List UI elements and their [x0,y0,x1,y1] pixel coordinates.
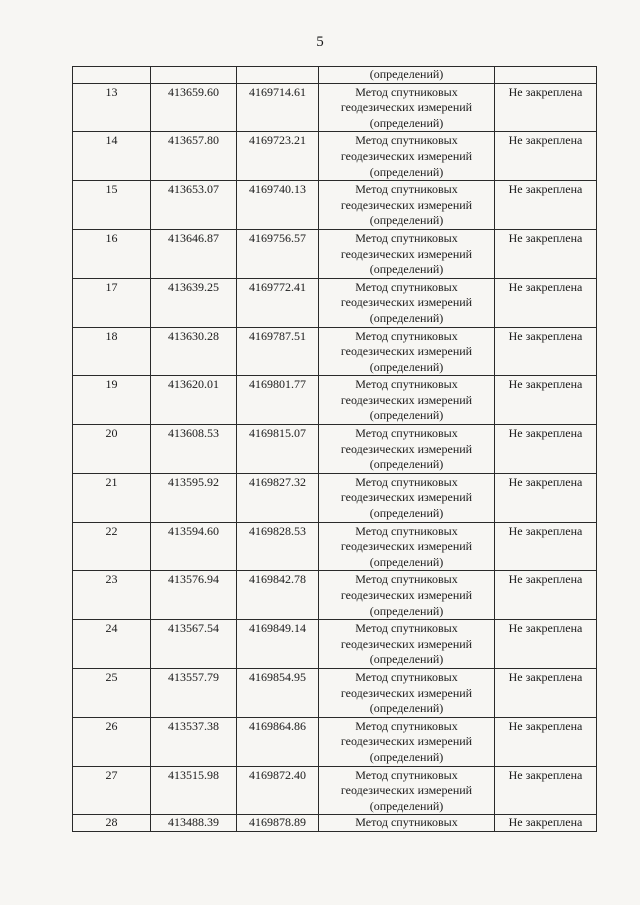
point-number: 13 [73,83,151,132]
point-number: 19 [73,376,151,425]
method-cell [319,327,495,376]
method-cell [319,181,495,230]
method-line: (определений) [369,359,444,374]
method-cell [319,668,495,717]
x-coordinate: 413576.94 [151,571,237,620]
method-line: геодезических измерений [340,441,473,456]
table-row [73,571,597,620]
method-line: геодезических измерений [340,539,473,554]
x-coordinate: 413630.28 [151,327,237,376]
method-line: Метод спутниковых [355,718,458,733]
method-cell [319,620,495,669]
x-coordinate: 413646.87 [151,229,237,278]
method-cell [319,473,495,522]
method-line: Метод спутниковых [355,767,458,782]
fixation-status: Не закреплена [495,181,597,230]
point-number: 21 [73,473,151,522]
method-cell [319,278,495,327]
method-line: Метод спутниковых [355,377,458,392]
method-line: геодезических измерений [340,100,473,115]
point-number: 26 [73,717,151,766]
point-number: 27 [73,766,151,815]
method-line: Метод спутниковых [355,474,458,489]
x-coordinate: 413557.79 [151,668,237,717]
x-coordinate: 413488.39 [151,815,237,832]
method-cell [319,83,495,132]
method-line: (определений) [369,798,444,813]
method-cell [319,717,495,766]
fixation-status: Не закреплена [495,425,597,474]
method-line: геодезических измерений [340,344,473,359]
x-coordinate: 413653.07 [151,181,237,230]
table-row [73,620,597,669]
method-line: Метод спутниковых [355,279,458,294]
y-coordinate: 4169714.61 [237,83,319,132]
fixation-status: Не закреплена [495,815,597,832]
method-line: (определений) [369,701,444,716]
method-line: Метод спутниковых [355,426,458,441]
x-coordinate: 413659.60 [151,83,237,132]
y-coordinate: 4169878.89 [237,815,319,832]
fixation-status: Не закреплена [495,327,597,376]
fixation-status: Не закреплена [495,132,597,181]
method-line: геодезических измерений [340,685,473,700]
method-cell [319,132,495,181]
y-coordinate: 4169827.32 [237,473,319,522]
x-coordinate: 413537.38 [151,717,237,766]
table-row [73,717,597,766]
continuation-row [73,67,597,84]
method-cell [319,425,495,474]
fixation-status: Не закреплена [495,229,597,278]
x-cell [151,67,237,84]
fixation-status: Не закреплена [495,620,597,669]
fixation-status: Не закреплена [495,571,597,620]
method-line: геодезических измерений [340,295,473,310]
point-number: 15 [73,181,151,230]
method-line: Метод спутниковых [355,523,458,538]
point-number: 17 [73,278,151,327]
method-cell [319,571,495,620]
page-number: 5 [316,34,324,50]
method-line: геодезических измерений [340,148,473,163]
table-row [73,132,597,181]
fixation-status: Не закреплена [495,522,597,571]
table-row [73,815,597,832]
table-row [73,278,597,327]
x-coordinate: 413608.53 [151,425,237,474]
y-coordinate: 4169756.57 [237,229,319,278]
method-cell [319,522,495,571]
method-line: (определений) [369,408,444,423]
method-line: геодезических измерений [340,588,473,602]
fixation-status: Не закреплена [495,83,597,132]
method-line: (определений) [369,457,444,472]
method-cell: Метод спутниковых [319,815,495,832]
method-line: Метод спутниковых [355,84,458,99]
status-cell [495,67,597,84]
table-body [73,67,597,832]
fixation-status: Не закреплена [495,473,597,522]
table-row [73,522,597,571]
method-line: (определений) [369,554,444,569]
method-line: геодезических измерений [340,246,473,261]
method-line: Метод спутниковых [355,669,458,684]
y-coordinate: 4169801.77 [237,376,319,425]
method-line: (определений) [369,749,444,764]
method-line: Метод спутниковых [355,621,458,636]
method-line: геодезических измерений [340,197,473,212]
point-number: 16 [73,229,151,278]
point-number: 22 [73,522,151,571]
table-row [73,766,597,815]
table-row [73,83,597,132]
fixation-status: Не закреплена [495,717,597,766]
method-cell: (определений) [319,67,495,84]
method-line: (определений) [369,213,444,228]
table-row [73,376,597,425]
fixation-status: Не закреплена [495,766,597,815]
x-coordinate: 413620.01 [151,376,237,425]
point-number: 18 [73,327,151,376]
method-line: Метод спутниковых [355,182,458,197]
point-number: 20 [73,425,151,474]
method-line: Метод спутниковых [355,230,458,245]
y-coordinate: 4169787.51 [237,327,319,376]
y-coordinate: 4169854.95 [237,668,319,717]
num-cell [73,67,151,84]
table-row [73,229,597,278]
method-cell [319,229,495,278]
method-cell [319,376,495,425]
x-coordinate: 413594.60 [151,522,237,571]
method-line: геодезических измерений [340,783,473,798]
y-coordinate: 4169772.41 [237,278,319,327]
fixation-status: Не закреплена [495,376,597,425]
method-line: Метод спутниковых [355,572,458,587]
y-coordinate: 4169842.78 [237,571,319,620]
table-row [73,181,597,230]
point-number: 14 [73,132,151,181]
method-line: (определений) [369,652,444,667]
method-line: (определений) [369,310,444,325]
table-row [73,668,597,717]
method-line: (определений) [369,164,444,179]
y-coordinate: 4169864.86 [237,717,319,766]
point-number: 24 [73,620,151,669]
x-coordinate: 413657.80 [151,132,237,181]
point-number: 28 [73,815,151,832]
x-coordinate: 413567.54 [151,620,237,669]
table-row [73,425,597,474]
method-line: (определений) [369,262,444,277]
y-coordinate: 4169723.21 [237,132,319,181]
point-number: 23 [73,571,151,620]
method-line: геодезических измерений [340,636,473,651]
fixation-status: Не закреплена [495,668,597,717]
method-line: геодезических измерений [340,392,473,407]
y-coordinate: 4169849.14 [237,620,319,669]
point-number: 25 [73,668,151,717]
method-line: Метод спутниковых [355,328,458,343]
y-cell [237,67,319,84]
method-line: (определений) [369,603,444,618]
table-row [73,327,597,376]
fixation-status: Не закреплена [495,278,597,327]
table-row [73,473,597,522]
boundary-points-table [72,66,597,832]
method-line: Метод спутниковых [355,133,458,148]
y-coordinate: 4169740.13 [237,181,319,230]
y-coordinate: 4169872.40 [237,766,319,815]
method-line: (определений) [369,115,444,130]
y-coordinate: 4169828.53 [237,522,319,571]
x-coordinate: 413595.92 [151,473,237,522]
x-coordinate: 413515.98 [151,766,237,815]
method-cell [319,766,495,815]
x-coordinate: 413639.25 [151,278,237,327]
y-coordinate: 4169815.07 [237,425,319,474]
method-line: (определений) [369,506,444,521]
method-line: геодезических измерений [340,490,473,505]
method-line: геодезических измерений [340,734,473,749]
